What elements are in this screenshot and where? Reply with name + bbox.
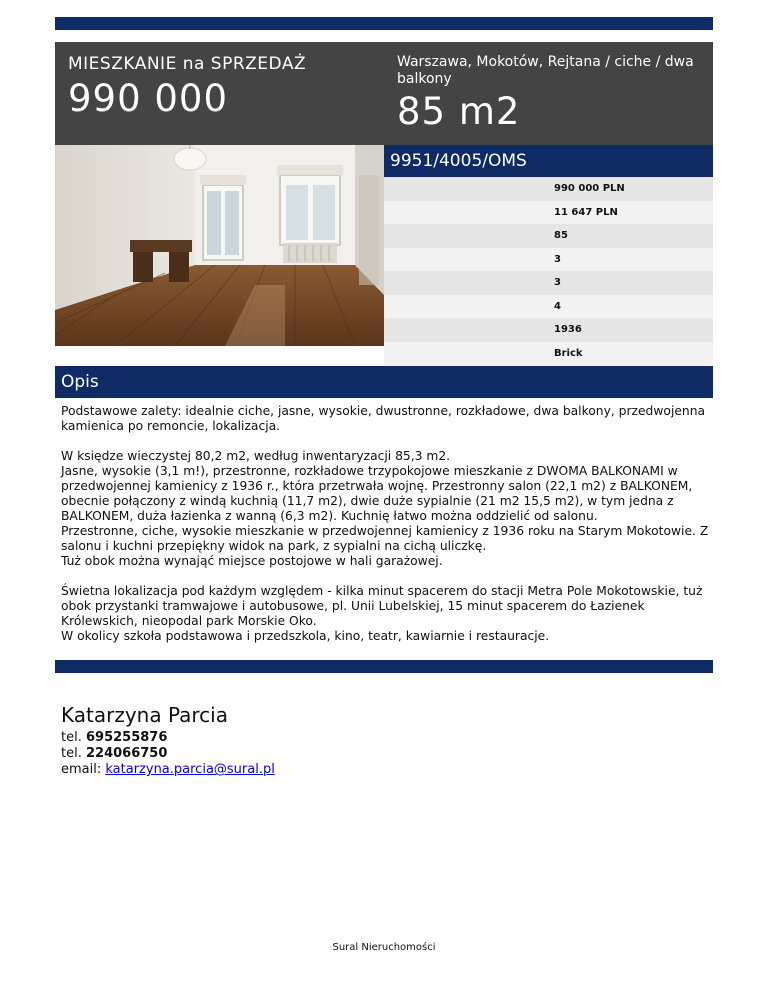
description-paragraph: Podstawowe zalety: idealnie ciche, jasne, wysokie, dwustronne, rozkładowe, dwa balkony, przedwojenna kamienica po remoncie, lokalizacja. — [61, 404, 706, 433]
params-table — [384, 177, 713, 365]
mid-divider-bar — [55, 660, 713, 673]
tel-label: tel. — [61, 730, 82, 745]
param-floors-total: 4 — [384, 295, 713, 319]
header-right — [397, 54, 707, 133]
apartment-photo — [55, 145, 384, 346]
param-area: 85 — [384, 224, 713, 248]
agent-email-line — [61, 762, 275, 778]
footer-company: Sural Nieruchomości — [332, 942, 436, 953]
email-label: email: — [61, 762, 102, 777]
agent-email-link[interactable]: katarzyna.parcia@sural.pl — [105, 762, 275, 777]
param-floor: 3 — [384, 271, 713, 295]
description-body — [61, 404, 711, 659]
param-year-built: 1936 — [384, 318, 713, 342]
param-price-per-m2: 11 647 PLN — [384, 201, 713, 225]
param-building-material: Brick — [384, 342, 713, 366]
listing-location: Warszawa, Mokotów, Rejtana / ciche / dwa balkony — [397, 54, 694, 87]
tel-label: tel. — [61, 746, 82, 761]
top-divider-bar — [55, 17, 713, 30]
description-paragraph: W księdze wieczystej 80,2 m2, według inwentaryzacji 85,3 m2. Jasne, wysokie (3,1 m!), przestronne, rozkładowe trzypokojowe mieszkanie z DWOMA BALKONAMI w przedwojennej kamienicy z 1936 r., która przetrwała wojnę. Przestronny salon (22,1 m2) z BALKONEM, obecnie połączony z windą kuchnią (11,7 m2), dwie duże sypialnie (21 m2 15,5 m2), w tym jedna z BALKONEM, duża łazienka z wanną (6,3 m2). Kuchnię łatwo można oddzielić od salonu. Przestronne, ciche, wysokie mieszkanie w przedwojennej kamienicy z 1936 roku na Starym Mokotowie. Z salonu i kuchni przepiękny widok na park, z sypialni na cichą uliczkę. Tuż obok można wynająć miejsce postojowe w hali garażowej. — [61, 449, 709, 568]
listing-header — [55, 42, 713, 145]
agent-phone-landline: 224066750 — [85, 746, 168, 761]
listing-type: MIESZKANIE na SPRZEDAŻ — [68, 54, 307, 74]
agent-name: Katarzyna Parcia — [61, 703, 228, 727]
agent-contact — [61, 703, 275, 778]
param-price: 990 000 PLN — [384, 177, 713, 201]
listing-area: 85 m2 — [397, 90, 521, 133]
agent-phone-mobile: 695255876 — [85, 730, 168, 745]
header-left — [68, 54, 368, 120]
listing-reference: 9951/4005/OMS — [384, 145, 713, 177]
description-heading: Opis — [55, 366, 713, 398]
param-rooms: 3 — [384, 248, 713, 272]
agent-phone-line — [61, 746, 275, 762]
agent-phone-line — [61, 730, 275, 746]
description-paragraph: Świetna lokalizacja pod każdym względem - kilka minut spacerem do stacji Metra Pole Mokotowskie, tuż obok przystanki tramwajowe i autobusowe, pl. Unii Lubelskiej, 15 minut spacerem do Łazienek Królewskich, nieopodal park Morskie Oko. W okolicy szkoła podstawowa i przedszkola, kino, teatr, kawiarnie i restauracje. — [61, 584, 703, 643]
listing-price: 990 000 — [68, 77, 229, 120]
